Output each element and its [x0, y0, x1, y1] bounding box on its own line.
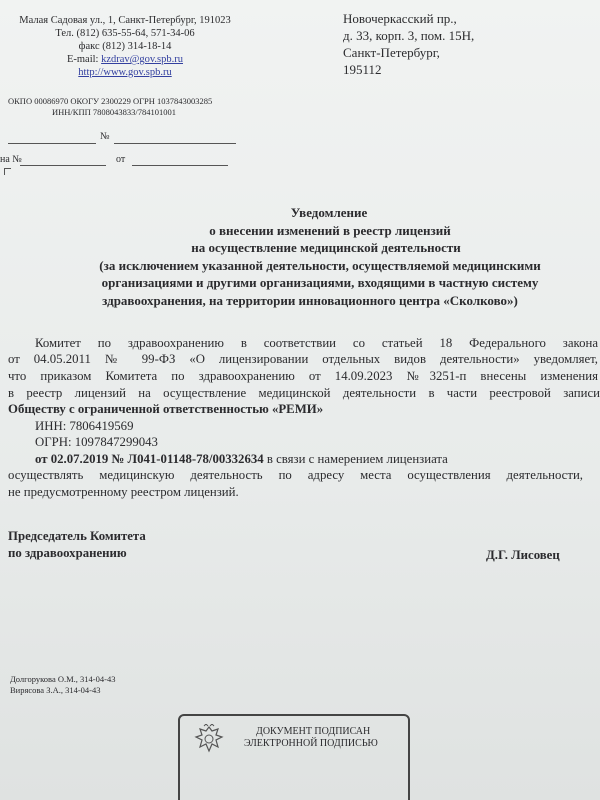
sender-email-link[interactable]: kzdrav@gov.spb.ru	[101, 54, 183, 65]
license-line	[35, 451, 598, 468]
executor-2: Вирясова З.А., 314-04-43	[10, 685, 101, 695]
license-reason: в связи с намерением лицензиата	[263, 452, 448, 466]
signatory-name: Д.Г. Лисовец	[486, 548, 560, 562]
sender-fax: факс (812) 314-18-14	[78, 41, 172, 52]
recipient-line-1: Новочеркасский пр.,	[343, 11, 457, 26]
executor-1: Долгорукова О.М., 314-04-43	[10, 674, 116, 684]
from-label: от	[116, 154, 126, 165]
body-p2-line-2: осуществлять медицинскую деятельность по адресу места осуществления деятельности,	[8, 468, 583, 482]
signatory-position-2: по здравоохранению	[8, 546, 127, 560]
sender-tel: Тел. (812) 635-55-64, 571-34-06	[55, 28, 195, 39]
company-inn: ИНН: 7806419569	[35, 419, 134, 433]
company-ogrn: ОГРН: 1097847299043	[35, 435, 158, 449]
body-p1-line-3: что приказом Комитета по здравоохранению от 14.09.2023 №3251-п внесены изменения	[8, 369, 598, 383]
recipient-block	[343, 10, 474, 78]
body-p1-line-2: от 04.05.2011 № 99-ФЗ «О лицензировании отдельных видов деятельности» уведомляет,	[8, 352, 598, 366]
signatory-position-1: Председатель Комитета	[8, 529, 146, 543]
from-date-line	[132, 165, 228, 166]
number-label: №	[100, 131, 110, 142]
sender-address: Малая Садовая ул., 1, Санкт-Петербург, 191023	[19, 15, 231, 26]
outgoing-number-date-line	[8, 143, 96, 144]
outgoing-number-line	[114, 143, 236, 144]
recipient-line-3: Санкт-Петербург,	[343, 45, 440, 60]
sender-codes: ОКПО 00086970 ОКОГУ 2300229 ОГРН 1037843003285	[8, 96, 213, 106]
stamp-line-1: ДОКУМЕНТ ПОДПИСАН	[256, 726, 371, 737]
title-line-5: организациями и другими организациями, входящими в частную систему	[101, 275, 539, 290]
recipient-line-4: 195112	[343, 62, 382, 77]
body-p2-line-3: не предусмотренному реестром лицензий.	[8, 485, 239, 499]
sender-block	[0, 14, 250, 79]
on-number-line	[20, 165, 106, 166]
on-number-label: на №	[0, 154, 22, 165]
sender-website-link[interactable]: http://www.gov.spb.ru	[78, 67, 172, 78]
sender-email-label: E-mail:	[66, 54, 99, 65]
notice-title	[40, 204, 600, 309]
sender-website-row	[0, 66, 250, 79]
title-line-4: (за исключением указанной деятельности, осуществляемой медицинскими	[99, 257, 541, 273]
sender-inn-kpp: ИНН/КПП 7808043833/784101001	[52, 107, 176, 117]
company-name: Обществу с ограниченной ответственностью «РЕМИ»	[8, 402, 324, 416]
sender-email-row	[0, 53, 250, 66]
title-line-6: здравоохранения, на территории инновационного центра «Сколково»)	[102, 292, 518, 308]
body-p1-line-4: в реестр лицензий на осуществление медицинской деятельности в части реестровой записи	[8, 386, 600, 400]
license-number: от 02.07.2019 № Л041-01148-78/00332634	[35, 452, 264, 466]
recipient-line-2: д. 33, корп. 3, пом. 15Н,	[343, 28, 475, 43]
coat-of-arms-icon	[192, 724, 226, 754]
title-line-1: Уведомление	[290, 205, 368, 220]
title-line-3: на осуществление медицинской деятельности	[191, 240, 461, 255]
stamp-line-2: ЭЛЕКТРОННОЙ ПОДПИСЬЮ	[244, 738, 378, 749]
electronic-signature-stamp	[178, 714, 410, 800]
corner-mark	[4, 168, 11, 175]
title-line-2: о внесении изменений в реестр лицензий	[209, 222, 451, 238]
body-p1-line-1: Комитет по здравоохранению в соответствии со статьей 18 Федерального закона	[35, 336, 598, 350]
